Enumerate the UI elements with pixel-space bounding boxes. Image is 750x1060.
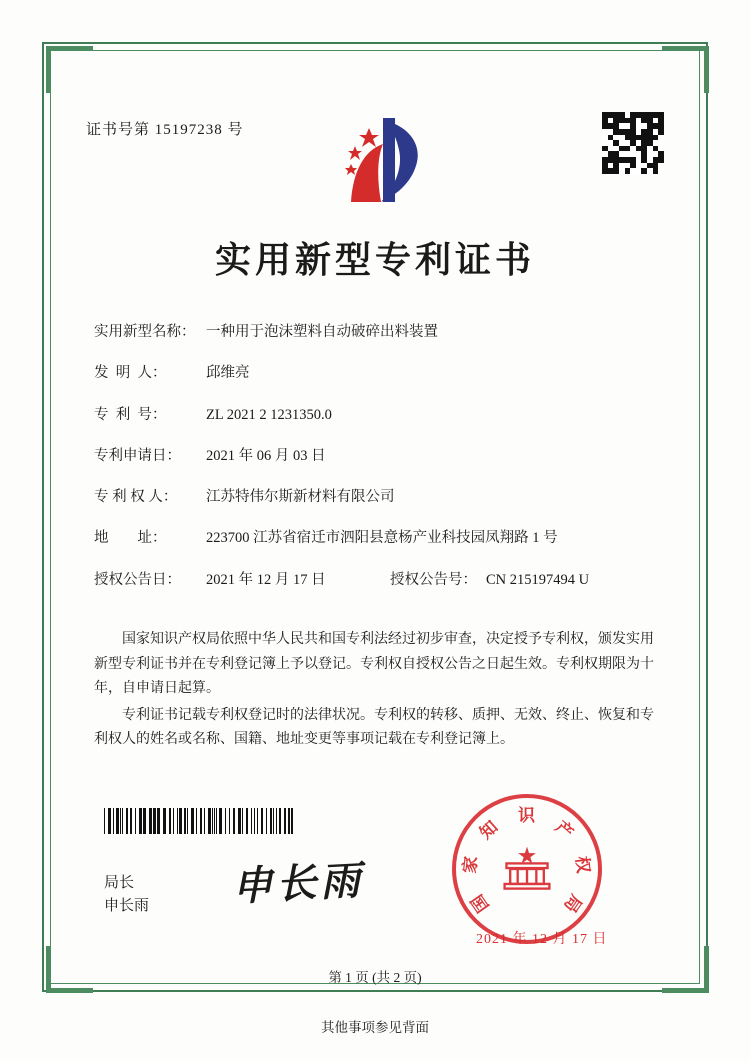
legal-paragraph-1: 国家知识产权局依照中华人民共和国专利法经过初步审查，决定授予专利权，颁发实用新型专利证书并在专利登记簿上予以登记。专利权自授权公告之日起生效。专利权期限为十年，自申请日起算。	[94, 632, 654, 696]
label-filing-date: 专利申请日：	[94, 447, 181, 464]
seal-character: 国	[467, 891, 494, 917]
field-row-patentee	[94, 487, 654, 507]
field-row-inventor	[94, 363, 654, 383]
page-number: 第 1 页 (共 2 页)	[328, 970, 422, 985]
seal-character: 局	[559, 891, 586, 917]
patent-fields	[94, 322, 654, 611]
cnipa-logo-icon	[325, 110, 425, 210]
seal-character: 家	[460, 855, 482, 875]
corner-ornament-top-right	[662, 46, 709, 93]
seal-character: 识	[518, 806, 535, 825]
signature-name-label: 申长雨	[104, 898, 150, 915]
certificate-number: 证书号第 15197238 号	[86, 122, 244, 138]
qr-code-icon	[602, 112, 664, 174]
value-filing-date: 2021 年 06 月 03 日	[206, 447, 326, 464]
legal-paragraph-2: 专利证书记载专利权登记时的法律状况。专利权的转移、质押、无效、终止、恢复和专利权人的姓名或名称、国籍、地址变更等事项记载在专利登记簿上。	[94, 707, 654, 747]
seal-character: 权	[571, 855, 593, 875]
seal-date: 2021 年 12 月 17 日	[476, 932, 608, 947]
handwritten-signature: 申长雨	[231, 856, 366, 911]
legal-text	[94, 628, 654, 755]
corner-ornament-top-left	[46, 46, 93, 93]
label-patentee: 专 利 权 人：	[94, 489, 178, 506]
seal-emblem-icon	[499, 841, 555, 897]
value-inventor: 邱维亮	[206, 365, 250, 382]
value-patent-number: ZL 2021 2 1231350.0	[206, 406, 332, 423]
value-announcement-number: CN 215197494 U	[486, 571, 590, 588]
value-patentee: 江苏特伟尔斯新材料有限公司	[206, 489, 395, 506]
field-row-address	[94, 528, 654, 548]
value-grant-date: 2021 年 12 月 17 日	[206, 571, 326, 588]
official-seal	[452, 794, 602, 944]
footnote: 其他事项参见背面	[321, 1020, 429, 1035]
label-utility-model-name: 实用新型名称：	[94, 324, 196, 340]
label-inventor: 发 明 人：	[94, 365, 167, 382]
field-row-grant-and-announcement	[94, 570, 654, 590]
signature-block	[104, 872, 149, 919]
signature-role-label: 局长	[104, 875, 135, 891]
label-grant-date: 授权公告日：	[94, 571, 181, 588]
value-address: 223700 江苏省宿迁市泗阳县意杨产业科技园凤翔路 1 号	[206, 530, 558, 547]
field-row-patent-number	[94, 405, 654, 425]
seal-character: 产	[551, 816, 577, 843]
label-address: 地 址：	[94, 530, 167, 547]
field-row-utility-model-name	[94, 322, 654, 342]
label-announcement-number: 授权公告号：	[390, 571, 477, 588]
field-row-filing-date	[94, 446, 654, 466]
barcode	[104, 808, 294, 834]
value-utility-model-name: 一种用于泡沫塑料自动破碎出料装置	[206, 324, 438, 340]
seal-character: 知	[476, 816, 502, 843]
label-patent-number: 专 利 号：	[94, 406, 167, 423]
page-title: 实用新型专利证书	[214, 240, 535, 280]
